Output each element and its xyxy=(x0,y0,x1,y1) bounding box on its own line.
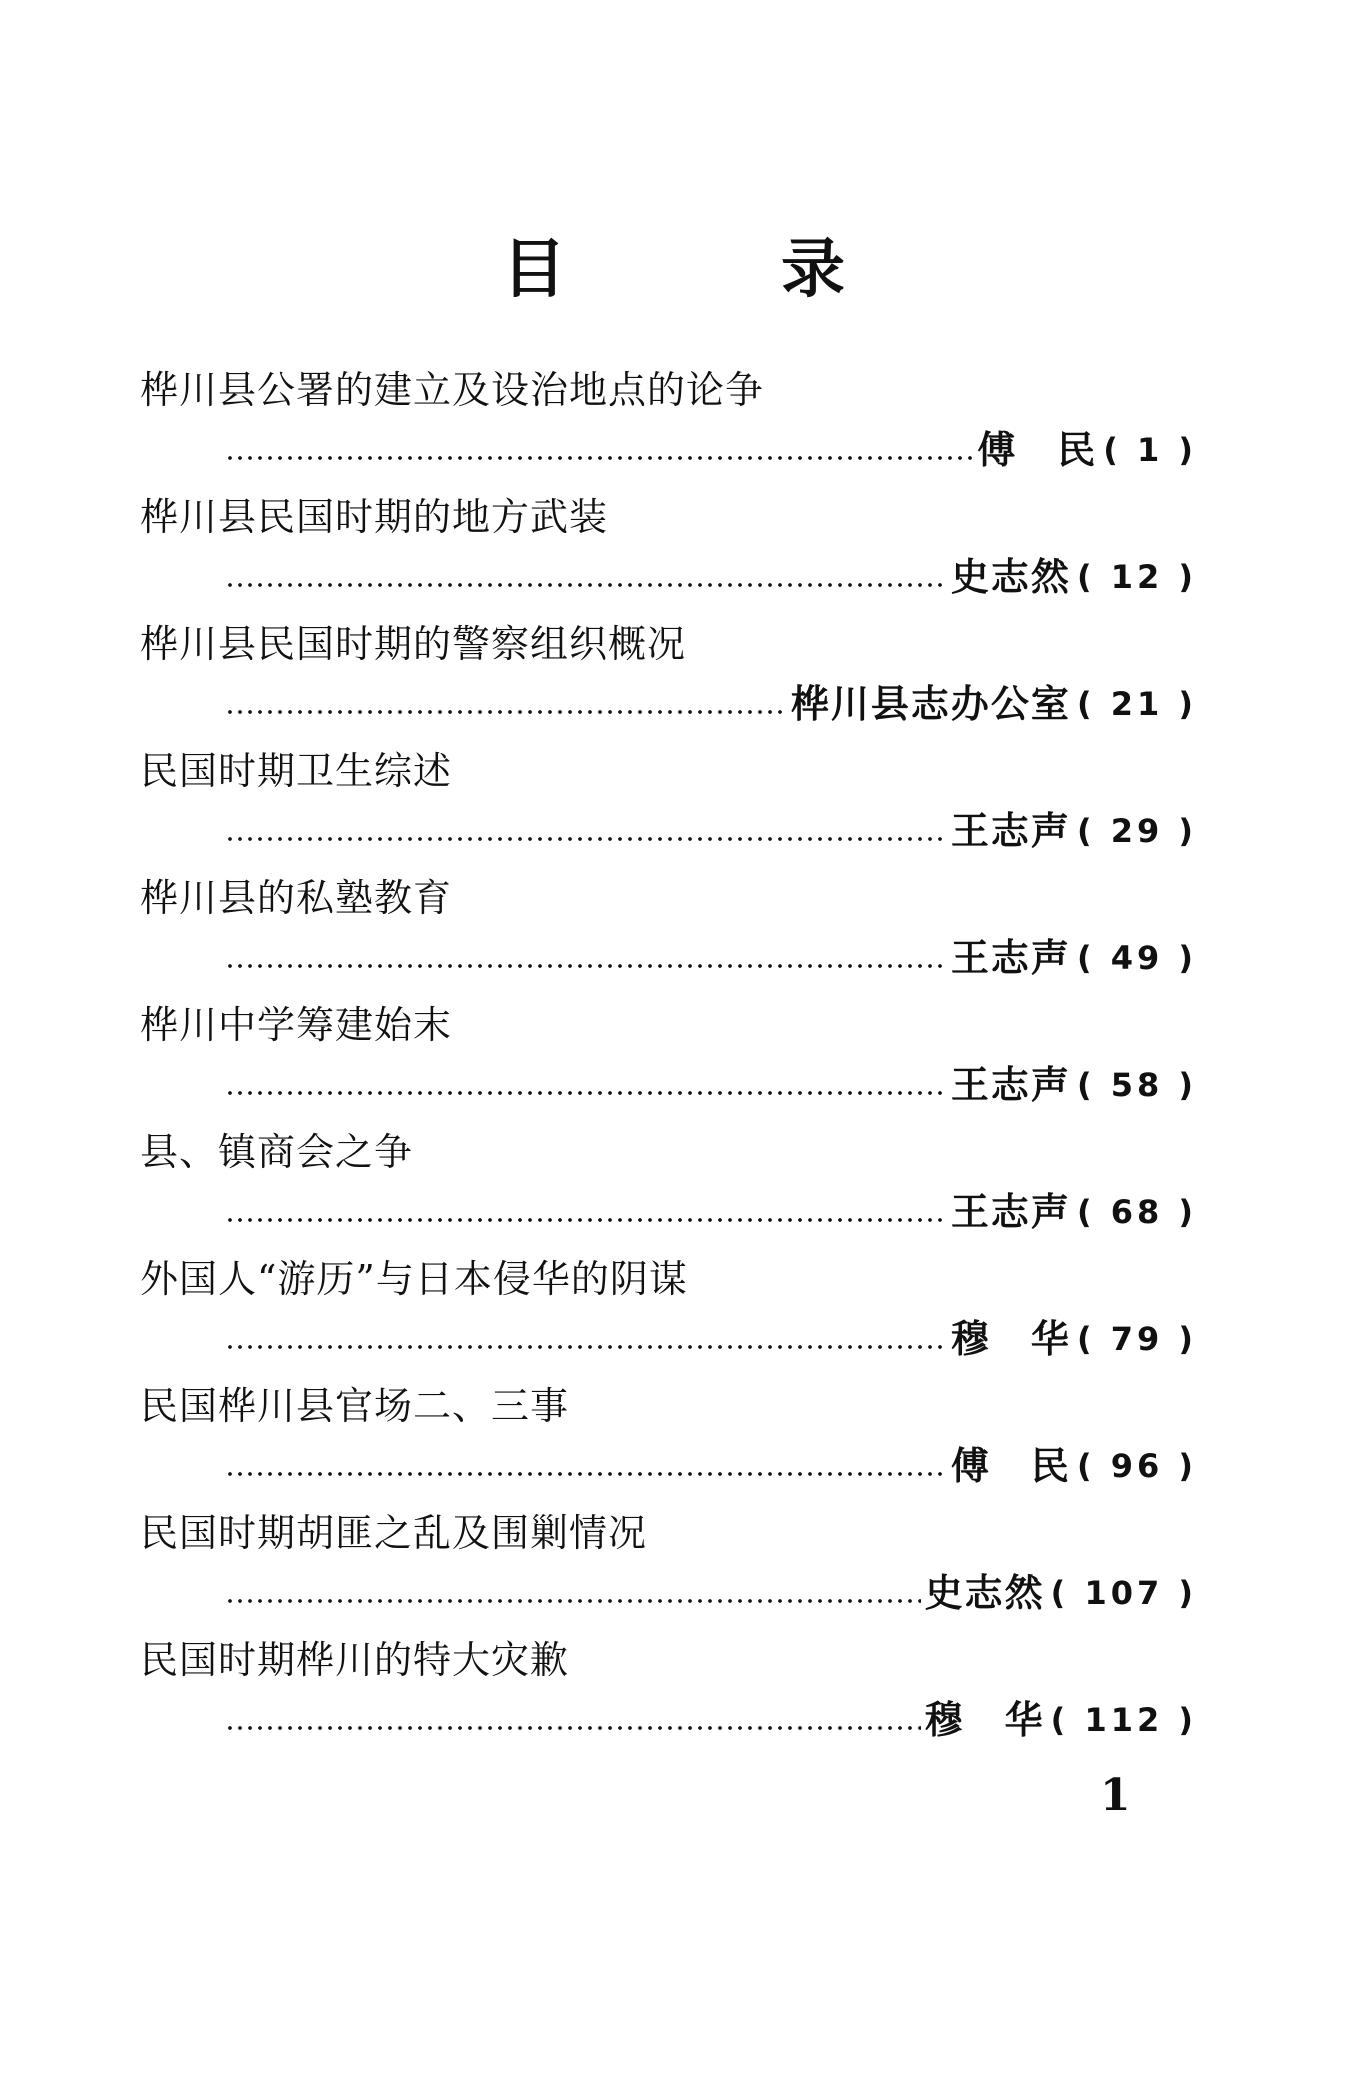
dot-leader xyxy=(225,963,947,969)
toc-entry-line xyxy=(225,1314,1197,1364)
dot-leader xyxy=(225,1217,947,1223)
toc-entry-page: ( 1 ) xyxy=(1103,431,1197,469)
toc-entry-line xyxy=(225,679,1197,729)
dot-leader xyxy=(225,1090,947,1096)
toc-entry-title: 桦川县民国时期的地方武装 xyxy=(140,495,609,539)
toc-entry-line xyxy=(225,1441,1197,1491)
toc-entry-title: 桦川中学筹建始末 xyxy=(140,1003,453,1047)
toc-entry[interactable] xyxy=(0,1127,1347,1254)
toc-entry-line xyxy=(225,1060,1197,1110)
toc-entry-page: ( 58 ) xyxy=(1076,1066,1197,1104)
toc-entry-line xyxy=(225,425,1197,475)
toc-entry-page: ( 79 ) xyxy=(1076,1320,1197,1358)
dot-leader xyxy=(225,1725,921,1731)
toc-entry-line xyxy=(225,552,1197,602)
toc-entry-title: 民国桦川县官场二、三事 xyxy=(140,1384,570,1428)
toc-entry-page: ( 68 ) xyxy=(1076,1193,1197,1231)
dot-leader xyxy=(225,1598,921,1604)
toc-entry-page: ( 96 ) xyxy=(1076,1447,1197,1485)
toc-entry-author: 史志然 xyxy=(924,1570,1045,1615)
toc-entry[interactable] xyxy=(0,873,1347,1000)
toc-entry-title: 民国时期卫生综述 xyxy=(140,749,453,793)
toc-entry[interactable] xyxy=(0,746,1347,873)
dot-leader xyxy=(225,455,973,461)
toc-entry-title: 桦川县的私塾教育 xyxy=(140,876,453,920)
toc-entry-title: 外国人“游历”与日本侵华的阴谋 xyxy=(140,1257,688,1301)
toc-entry-page: ( 21 ) xyxy=(1076,685,1197,723)
toc-entry-line xyxy=(225,1187,1197,1237)
toc-entry-author: 傅 民 xyxy=(950,1443,1071,1488)
dot-leader xyxy=(225,1344,947,1350)
page-title-char: 目 xyxy=(502,232,566,307)
toc-entry-author: 王志声 xyxy=(950,1062,1071,1107)
dot-leader xyxy=(225,836,947,842)
toc-entry-page: ( 49 ) xyxy=(1076,939,1197,977)
toc-entry[interactable] xyxy=(0,619,1347,746)
toc-entry-title: 桦川县民国时期的警察组织概况 xyxy=(140,622,687,666)
toc-entry-line xyxy=(225,806,1197,856)
toc-entry-author: 史志然 xyxy=(950,554,1071,599)
toc-entry[interactable] xyxy=(0,1635,1347,1762)
toc-entry[interactable] xyxy=(0,1254,1347,1381)
toc-entry-title: 民国时期胡匪之乱及围剿情况 xyxy=(140,1511,648,1555)
toc-entry[interactable] xyxy=(0,1000,1347,1127)
table-of-contents xyxy=(0,365,1347,1762)
page-number: 1 xyxy=(1100,1770,1131,1821)
toc-entry-author: 王志声 xyxy=(950,1189,1071,1234)
toc-entry-author: 穆 华 xyxy=(950,1316,1071,1361)
toc-entry-author: 王志声 xyxy=(950,935,1071,980)
toc-entry-title: 县、镇商会之争 xyxy=(140,1130,414,1174)
toc-entry-title: 民国时期桦川的特大灾歉 xyxy=(140,1638,570,1682)
toc-entry[interactable] xyxy=(0,492,1347,619)
toc-entry-page: ( 12 ) xyxy=(1076,558,1197,596)
toc-entry[interactable] xyxy=(0,1508,1347,1635)
toc-entry-page: ( 112 ) xyxy=(1050,1701,1197,1739)
page-title-char: 录 xyxy=(781,232,845,307)
toc-entry-page: ( 29 ) xyxy=(1076,812,1197,850)
toc-entry-page: ( 107 ) xyxy=(1050,1574,1197,1612)
toc-entry[interactable] xyxy=(0,365,1347,492)
toc-entry-line xyxy=(225,1568,1197,1618)
toc-entry-line xyxy=(225,1695,1197,1745)
toc-entry-author: 桦川县志办公室 xyxy=(790,681,1071,726)
dot-leader xyxy=(225,582,947,588)
toc-entry-author: 傅 民 xyxy=(977,427,1098,472)
toc-entry-title: 桦川县公署的建立及设治地点的论争 xyxy=(140,368,765,412)
toc-entry-author: 王志声 xyxy=(950,808,1071,853)
toc-entry[interactable] xyxy=(0,1381,1347,1508)
toc-entry-author: 穆 华 xyxy=(924,1697,1045,1742)
dot-leader xyxy=(225,1471,947,1477)
dot-leader xyxy=(225,709,787,715)
page-title xyxy=(0,232,1347,307)
toc-entry-line xyxy=(225,933,1197,983)
